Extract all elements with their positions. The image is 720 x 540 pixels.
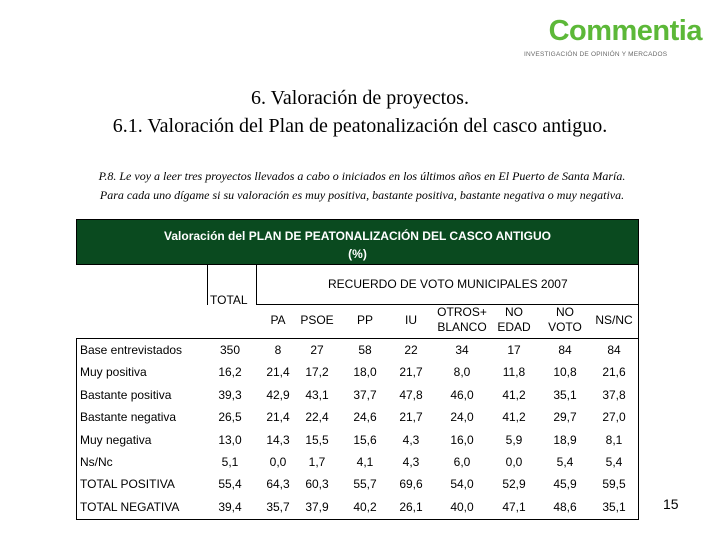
table-cell: 4,1	[356, 455, 374, 469]
table-cell: 34	[455, 343, 469, 357]
table-cell: 55,7	[353, 477, 377, 491]
table-cell: 48,6	[553, 500, 577, 514]
table-left-border	[76, 338, 77, 519]
table-cell: 6,0	[453, 455, 471, 469]
table-cell: 47,8	[399, 388, 423, 402]
column-header: NS/NC	[595, 313, 633, 327]
table-cell: 10,8	[553, 365, 577, 379]
table-cell: 42,9	[266, 388, 290, 402]
table-cell: 4,3	[402, 455, 420, 469]
table-cell: 24,6	[353, 410, 377, 424]
question-line-2: Para cada uno dígame si su valoración es muy positiva, bastante positiva, bastante negativa o muy negativa.	[99, 188, 625, 202]
total-header: TOTAL	[210, 293, 248, 307]
table-cell: 52,9	[502, 477, 526, 491]
table-cell: 59,5	[602, 477, 626, 491]
table-cell: 43,1	[305, 388, 329, 402]
row-label: Muy negativa	[80, 433, 152, 447]
page-number: 15	[663, 496, 679, 512]
table-cell: 29,7	[553, 410, 577, 424]
table-cell: 14,3	[266, 433, 290, 447]
row-label: Ns/Nc	[80, 455, 113, 469]
column-header: PA	[270, 313, 286, 327]
column-header: PP	[356, 313, 373, 327]
table-cell: 17,2	[305, 365, 329, 379]
table-cell: 5,1	[221, 455, 239, 469]
table-cell: 11,8	[502, 365, 526, 379]
column-header-line: BLANCO	[437, 320, 487, 334]
table-cell: 40,2	[353, 500, 377, 514]
column-header: PSOE	[300, 313, 334, 327]
table-cell: 17	[507, 343, 521, 357]
section-title: 6. Valoración de proyectos.	[251, 87, 469, 109]
survey-question	[50, 167, 674, 205]
banner-unit: (%)	[348, 247, 367, 261]
logo-tagline: INVESTIGACIÓN DE OPINIÓN Y MERCADOS	[524, 51, 668, 58]
table-cell: 27,0	[602, 410, 626, 424]
subsection-title: 6.1. Valoración del Plan de peatonalización del casco antiguo.	[112, 115, 608, 137]
column-header-line: EDAD	[497, 320, 531, 334]
table-cell: 84	[607, 343, 621, 357]
table-cell: 41,2	[502, 388, 526, 402]
table-cell: 40,0	[450, 500, 474, 514]
question-line-1: P.8. Le voy a leer tres proyectos llevados a cabo o iniciados en los últimos años en El Puerto de Santa María.	[98, 169, 626, 183]
table-cell: 8	[274, 343, 282, 357]
table-cell: 4,3	[402, 433, 420, 447]
table-cell: 8,0	[453, 365, 471, 379]
table-cell: 1,7	[308, 455, 326, 469]
row-label: Base entrevistados	[80, 343, 183, 357]
table-cell: 0,0	[505, 455, 523, 469]
table-cell: 21,7	[399, 365, 423, 379]
logo-wordmark: Commentia	[548, 15, 702, 47]
table-cell: 8,1	[605, 433, 623, 447]
table-cell: 22	[404, 343, 418, 357]
table-cell: 24,0	[450, 410, 474, 424]
column-header-line: VOTO	[548, 320, 582, 334]
table-cell: 46,0	[450, 388, 474, 402]
table-cell: 84	[558, 343, 572, 357]
column-header-line: NO	[505, 305, 523, 319]
column-header-line: NO	[556, 305, 574, 319]
table-banner	[76, 219, 639, 265]
table-cell: 0,0	[269, 455, 287, 469]
row-label: Bastante positiva	[80, 388, 172, 402]
table-cell: 41,2	[502, 410, 526, 424]
table-cell: 69,6	[399, 477, 423, 491]
table-cell: 27	[310, 343, 324, 357]
table-cell: 16,2	[218, 365, 242, 379]
column-header: IU	[405, 313, 417, 327]
table-cell: 37,7	[353, 388, 377, 402]
table-cell: 37,9	[305, 500, 329, 514]
table-cell: 5,4	[605, 455, 623, 469]
table-cell: 55,4	[218, 477, 242, 491]
table-cell: 21,4	[266, 365, 290, 379]
table-cell: 15,5	[305, 433, 329, 447]
table-cell: 13,0	[218, 433, 242, 447]
table-cell: 350	[219, 343, 241, 357]
table-cell: 54,0	[450, 477, 474, 491]
table-cell: 64,3	[266, 477, 290, 491]
table-cell: 15,6	[353, 433, 377, 447]
table-cell: 58	[358, 343, 372, 357]
table-cell: 18,0	[353, 365, 377, 379]
table-cell: 35,1	[602, 500, 626, 514]
table-cell: 22,4	[305, 410, 329, 424]
group-header: RECUERDO DE VOTO MUNICIPALES 2007	[328, 277, 568, 291]
table-cell: 5,4	[556, 455, 574, 469]
table-cell: 39,4	[218, 500, 242, 514]
table-cell: 21,4	[266, 410, 290, 424]
row-label: TOTAL NEGATIVA	[80, 500, 180, 514]
table-cell: 21,6	[602, 365, 626, 379]
table-cell: 21,7	[399, 410, 423, 424]
table-cell: 35,1	[553, 388, 577, 402]
table-header-rule	[76, 338, 639, 339]
table-cell: 45,9	[553, 477, 577, 491]
row-label: Bastante negativa	[80, 410, 177, 424]
table-cell: 18,9	[553, 433, 577, 447]
table-cell: 26,1	[399, 500, 423, 514]
table-cell: 16,0	[450, 433, 474, 447]
table-cell: 60,3	[305, 477, 329, 491]
table-cell: 35,7	[266, 500, 290, 514]
column-header-line: OTROS+	[437, 305, 487, 319]
banner-title: Valoración del PLAN DE PEATONALIZACIÓN DEL CASCO ANTIGUO	[164, 229, 551, 243]
row-label: TOTAL POSITIVA	[80, 477, 175, 491]
table-cell: 47,1	[502, 500, 526, 514]
table-cell: 39,3	[218, 388, 242, 402]
table-cell: 37,8	[602, 388, 626, 402]
table-cell: 5,9	[505, 433, 523, 447]
commentia-logo	[524, 14, 702, 58]
table-cell: 26,5	[218, 410, 242, 424]
table-bottom-border	[76, 519, 639, 520]
row-label: Muy positiva	[80, 365, 147, 379]
